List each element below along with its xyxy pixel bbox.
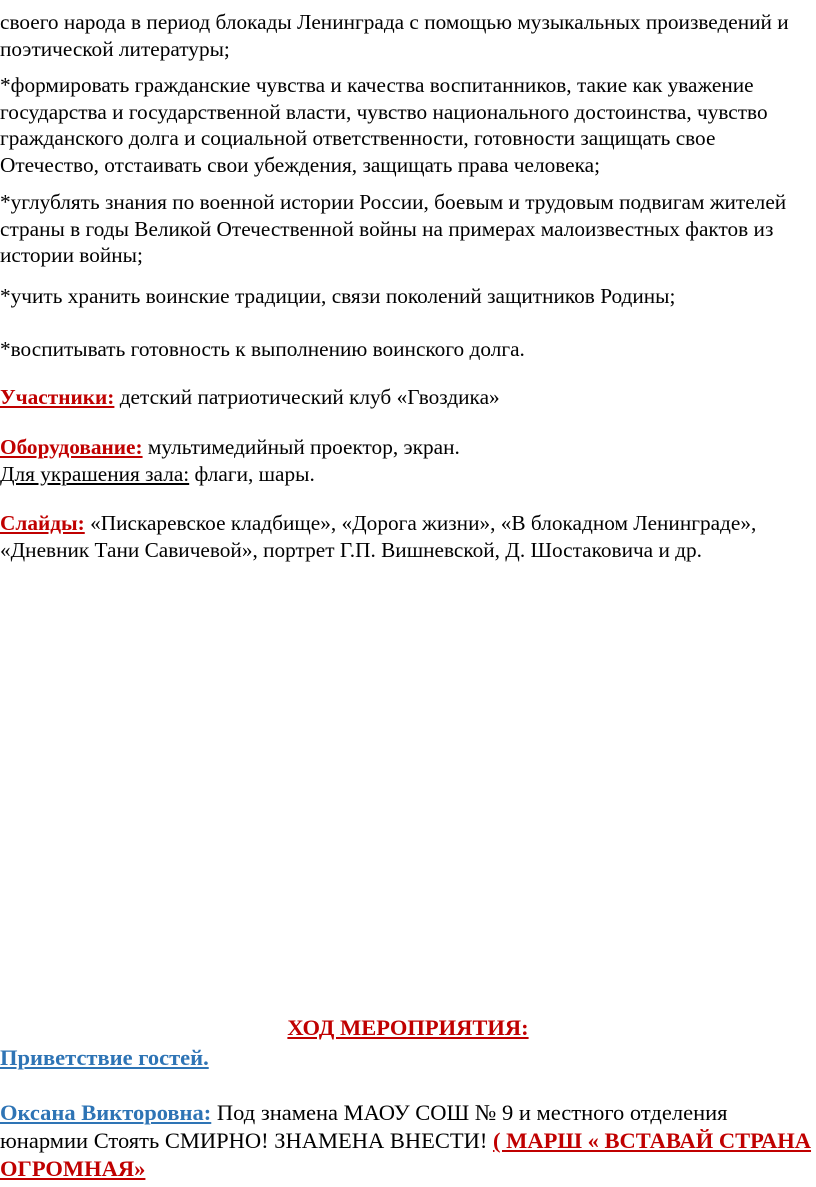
music-cue: ( МАРШ « ВСТАВАЙ СТРАНА ОГРОМНАЯ»	[0, 1128, 812, 1181]
event-heading: ХОД МЕРОПРИЯТИЯ:	[287, 1015, 529, 1040]
greeting-heading: Приветствие гостей.	[0, 1045, 209, 1070]
equipment-label: Оборудование:	[0, 435, 143, 459]
decor-value: флаги, шары.	[189, 461, 315, 486]
slides-label: Слайды:	[0, 511, 85, 535]
participants-value: детский патриотический клуб «Гвоздика»	[114, 385, 500, 409]
speech-text: Под знамена МАОУ СОШ № 9 и местного отделения юнармии Стоять СМИРНО! ЗНАМЕНА ВНЕСТИ!	[0, 1100, 728, 1153]
participants-line	[0, 384, 812, 411]
intro-line-1: своего народа в период блокады Ленинграда с помощью музыкальных произведений и	[0, 10, 789, 34]
speaker-name: Оксана Викторовна:	[0, 1100, 212, 1125]
goal-item: *воспитывать готовность к выполнению воинского долга.	[0, 337, 525, 361]
equipment-value: мультимедийный проектор, экран.	[142, 435, 460, 459]
goal-item: *углублять знания по военной истории России, боевым и трудовым подвигам жителей страны в годы Великой Отечественной войны на примерах малоизвестных фактов из истории войны;	[0, 190, 787, 267]
goal-item: *формировать гражданские чувства и качества воспитанников, такие как уважение государства и государственной власти, чувство национального достоинства, чувство гражданского долга и социальной ответственности, готовности защищать свое Отечество, отстаивать свои убеждения, защищать права человека;	[0, 73, 768, 177]
slides-line	[0, 510, 812, 563]
slides-value: «Пискаревское кладбище», «Дорога жизни», «В блокадном Ленинграде», «Дневник Тани Савичевой», портрет Г.П. Вишневской, Д. Шостаковича и др.	[0, 511, 757, 562]
decor-label: Для украшения зала:	[0, 461, 190, 486]
equipment-block	[0, 434, 812, 487]
intro-line-2: поэтической литературы;	[0, 36, 230, 61]
participants-label: Участники:	[0, 385, 115, 409]
speech-paragraph	[0, 1099, 812, 1183]
intro-paragraph	[0, 9, 812, 62]
goal-item: *учить хранить воинские традиции, связи поколений защитников Родины;	[0, 284, 676, 308]
